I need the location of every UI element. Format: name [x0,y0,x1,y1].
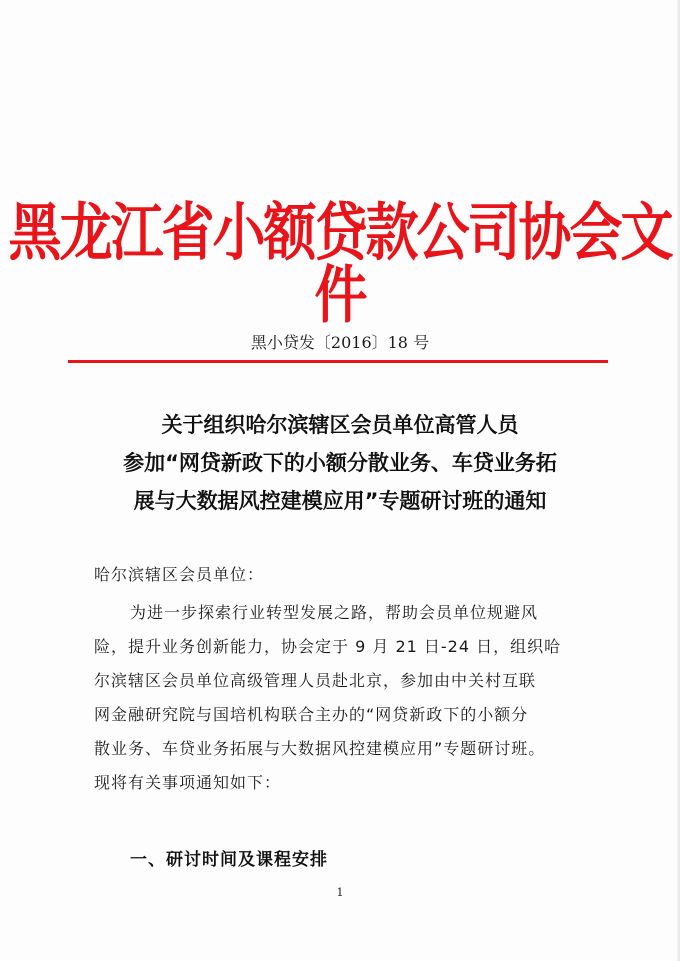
org-document-header: 黑龙江省小额贷款公司协会文件 [8,196,672,332]
body-paragraph [94,596,594,800]
paragraph-line-3: 尔滨辖区会员单位高级管理人员赴北京，参加由中关村互联 [94,671,537,690]
notice-title-line-1: 关于组织哈尔滨辖区会员单位高管人员 [161,413,519,437]
notice-title [0,406,680,520]
salutation: 哈尔滨辖区会员单位： [94,565,265,584]
paragraph-line-2: 险，提升业务创新能力，协会定于 9 月 21 日-24 日，组织哈 [94,637,562,656]
notice-title-line-3: 展与大数据风控建模应用”专题研讨班的通知 [133,489,547,513]
paragraph-line-6: 现将有关事项通知如下： [94,773,282,792]
document-number: 黑小贷发〔2016〕18 号 [250,333,430,352]
page-number: 1 [336,886,344,899]
section-heading-1: 一、研讨时间及课程安排 [130,850,328,870]
header-red-divider [68,360,608,363]
paragraph-line-1: 为进一步探索行业转型发展之路，帮助会员单位规避风 [130,603,539,622]
paragraph-line-4: 网金融研究院与国培机构联合主办的“网贷新政下的小额分 [94,705,529,724]
notice-title-line-2: 参加“网贷新政下的小额分散业务、车贷业务拓 [123,451,557,475]
paragraph-line-5: 散业务、车贷业务拓展与大数据风控建模应用”专题研讨班。 [94,739,546,758]
